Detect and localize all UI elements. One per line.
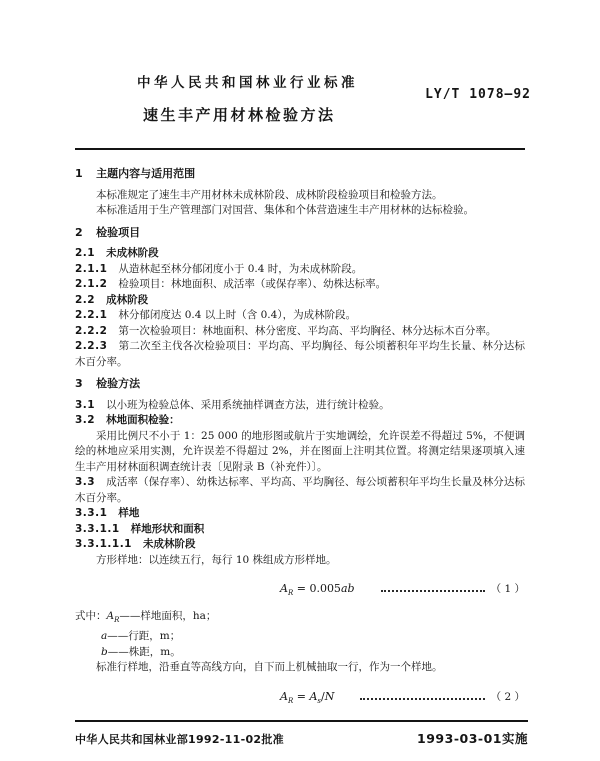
doc-line [75, 166, 525, 182]
formula-2 [75, 689, 525, 705]
standard-code: LY/T 1078—92 [425, 87, 531, 102]
doc-footer [75, 720, 528, 747]
clause-number: 3.3.1.1.1 [75, 538, 132, 550]
clause-text: 从造林起至林分郁闭度小于 0.4 时，为未成林阶段。 [118, 262, 363, 275]
clause-number: 2.2.1 [75, 309, 108, 321]
clause-number: 3.1 [75, 398, 96, 411]
formula-variable: ab [340, 582, 355, 595]
clause-number: 2.1.2 [75, 278, 108, 290]
clause-text: 本标准规定了速生丰产用材林未成林阶段、成林阶段检验项目和检验方法。 [96, 188, 443, 201]
formula-variable: N [324, 689, 335, 703]
doc-line [75, 293, 525, 309]
clause-number: 2.1.1 [75, 262, 108, 275]
clause-text: 第二次至主伐各次检验项目：平均高、平均胸径、每公顷蓄积年平均生长量、林分达标木百分率。 [75, 340, 525, 368]
equation-number: （ 2 ） [490, 690, 525, 703]
doc-line [75, 203, 525, 219]
doc-line [75, 376, 525, 392]
formula-subscript: R [287, 696, 294, 705]
implementation-text: 1993-03-01实施 [417, 731, 528, 746]
clause-number: 3.3.1 [75, 507, 108, 519]
formula-2-expression [280, 690, 334, 705]
paragraph-standard-row: 标准行样地，沿垂直等高线方向，自下而上机械抽取一行，作为一个样地。 [96, 661, 443, 674]
doc-line [75, 475, 525, 506]
formula-operator: = 0.005 [293, 582, 341, 595]
clause-number: 2.2.2 [75, 324, 108, 337]
doc-line [75, 246, 525, 262]
footer-line [75, 729, 528, 747]
definition-text: ——样地面积，ha； [119, 610, 217, 623]
clause-text: 检验项目 [96, 225, 141, 239]
clause-text: 未成林阶段 [143, 538, 196, 550]
document-body [75, 166, 525, 705]
formula-1-expression [280, 582, 355, 597]
formula-variable: a [101, 630, 108, 643]
clause-number: 2.1 [75, 247, 96, 259]
formula-variable: A [280, 582, 288, 595]
formula-subscript: s [317, 696, 321, 705]
clause-text: 林分郁闭度达 0.4 以上时（含 0.4），为成林阶段。 [118, 309, 357, 321]
clause-number: 3 [75, 377, 84, 390]
clause-number: 3.3.1.1 [75, 522, 120, 535]
doc-line [75, 522, 525, 538]
definition-row [101, 628, 525, 644]
definition-row [101, 644, 525, 660]
document-title: 速生丰产用材林检验方法 [143, 106, 336, 124]
formula-variable: A [280, 689, 288, 703]
clause-text: 主题内容与适用范围 [96, 167, 196, 180]
clause-text: 成活率（保存率）、幼株达标率、平均高、平均胸径、每公顷蓄积年平均生长量及林分达标木百分率。 [75, 476, 525, 504]
definition-text: ——株距，m。 [107, 646, 181, 659]
clause-number: 3.2 [75, 414, 96, 426]
header-rule [75, 148, 525, 150]
approval-text: 中华人民共和国林业部1992-11-02批准 [75, 733, 284, 746]
definition-text: ——行距，m； [107, 630, 181, 643]
clause-number: 2 [75, 225, 84, 239]
definition-prefix: 式中： [75, 610, 107, 623]
formula-subscript: R [287, 589, 294, 598]
formula-divider: / [321, 689, 325, 703]
standard-category: 中华人民共和国林业行业标准 [137, 75, 358, 91]
page-content [75, 0, 531, 716]
clause-text: 成林阶段 [106, 293, 149, 306]
doc-line [75, 506, 525, 522]
footer-rule [75, 720, 528, 722]
dotted-leader [360, 689, 484, 700]
clause-text: 样地 [118, 507, 140, 519]
doc-line [75, 537, 525, 553]
formula-variable: A [309, 689, 318, 703]
clause-number: 1 [75, 167, 84, 180]
clause-text: 林地面积检验： [106, 414, 180, 426]
clause-text: 以小班为检验总体、采用系统抽样调查方法，进行统计检验。 [106, 398, 390, 411]
doc-line [75, 308, 525, 324]
clause-lines [75, 166, 525, 568]
doc-header [75, 0, 531, 150]
clause-text: 方形样地：以连续五行，每行 10 株组成方形样地。 [96, 553, 337, 566]
doc-line [75, 429, 525, 476]
doc-line [75, 262, 525, 278]
clause-number: 3.3 [75, 476, 96, 488]
definitions [75, 608, 525, 660]
doc-line [75, 277, 525, 293]
formula-variable: A [106, 610, 115, 623]
clause-text: 检验方法 [96, 377, 141, 390]
clause-text: 本标准适用于生产管理部门对国营、集体和个体营造速生丰产用材林的达标检验。 [96, 204, 474, 216]
definition-row [75, 608, 525, 628]
clause-number: 2.2.3 [75, 340, 108, 352]
clause-number: 2.2 [75, 293, 96, 306]
equation-number: （ 1 ） [490, 583, 525, 595]
clause-text: 第一次检验项目：林地面积、林分密度、平均高、平均胸径、林分达标木百分率。 [118, 324, 497, 337]
clause-text: 检验项目：林地面积、成活率（或保存率）、幼株达标率。 [118, 278, 387, 290]
doc-line [75, 339, 525, 370]
doc-line [75, 398, 525, 414]
doc-line [75, 188, 525, 204]
clause-text: 未成林阶段 [106, 247, 159, 259]
formula-variable: b [101, 646, 108, 659]
clause-text: 采用比例尺不小于 1：25 000 的地形图或航片于实地调绘，允许误差不得超过 5%，不便调绘的林地应采用实测，允许误差不得超过 2%，并在图面上注明其位置。将测定结果逐项填入速生丰产用材林面积调查统计表〔见附录 B（补充件）〕。 [75, 429, 525, 473]
doc-line [75, 324, 525, 340]
formula-operator: = [293, 689, 310, 703]
clause-text: 样地形状和面积 [130, 522, 205, 535]
doc-line [75, 225, 525, 241]
doc-line [75, 553, 525, 569]
formula-subscript: R [114, 616, 120, 625]
dotted-leader [381, 581, 485, 592]
doc-line [75, 413, 525, 429]
formula-1 [75, 581, 525, 597]
